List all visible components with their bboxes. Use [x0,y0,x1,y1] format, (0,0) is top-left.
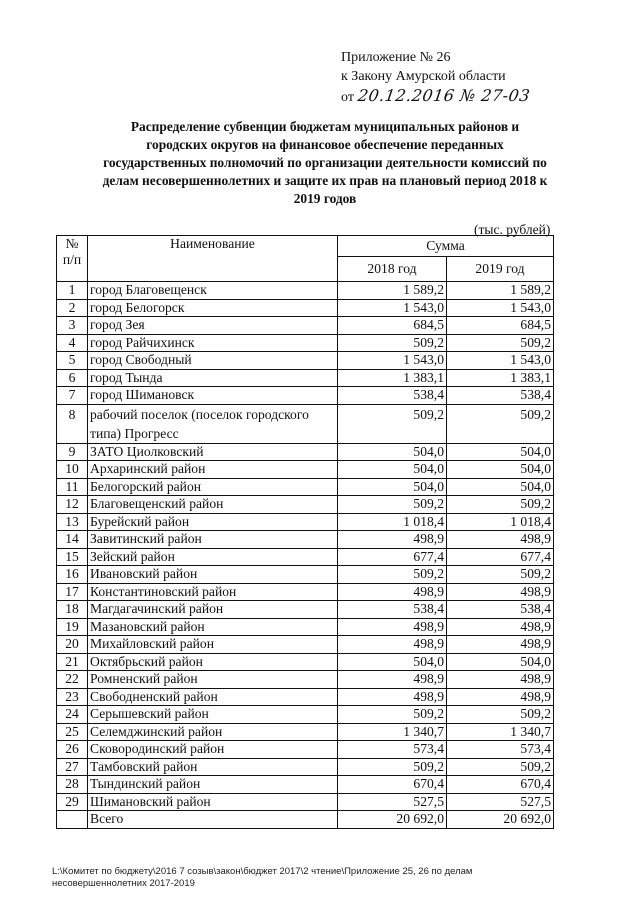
header-number: № п/п [57,236,88,282]
row-name: Тамбовский район [88,758,338,776]
row-name: Белогорский район [88,478,338,496]
table-row [57,618,554,636]
row-number: 10 [57,461,88,479]
row-number: 16 [57,566,88,584]
table-row [57,443,554,461]
row-name: Михайловский район [88,636,338,654]
row-number: 12 [57,496,88,514]
title-line: городских округов на финансовое обеспечение переданных [146,137,504,152]
row-name: город Зея [88,317,338,335]
table-row [57,548,554,566]
document-title [70,118,580,208]
row-number: 29 [57,793,88,811]
row-name: Тындинский район [88,776,338,794]
row-number: 13 [57,513,88,531]
row-number: 5 [57,352,88,370]
row-name: город Тында [88,369,338,387]
row-number: 1 [57,282,88,300]
row-name: ЗАТО Циолковский [88,443,338,461]
header-year-2018: 2018 год [338,257,447,282]
table-row [57,404,554,443]
row-value-2018: 498,9 [338,583,447,601]
row-value-2018: 504,0 [338,653,447,671]
row-value-2019: 504,0 [447,478,554,496]
row-name: Шимановский район [88,793,338,811]
row-value-2018: 538,4 [338,601,447,619]
row-value-2019: 1 589,2 [447,282,554,300]
table-row [57,688,554,706]
row-value-2019: 498,9 [447,636,554,654]
appendix-block [341,48,530,107]
row-value-2019: 509,2 [447,566,554,584]
row-name: Бурейский район [88,513,338,531]
table-row [57,352,554,370]
row-name: город Свободный [88,352,338,370]
table-row [57,741,554,759]
row-value-2018: 1 543,0 [338,299,447,317]
row-name: Ивановский район [88,566,338,584]
row-name: Зейский район [88,548,338,566]
table-row [57,653,554,671]
row-number: 4 [57,334,88,352]
table-row [57,776,554,794]
header-year-2019: 2019 год [447,257,554,282]
row-number: 17 [57,583,88,601]
row-value-2019: 509,2 [447,758,554,776]
table-row [57,723,554,741]
row-number: 19 [57,618,88,636]
row-value-2019: 670,4 [447,776,554,794]
row-value-2019: 498,9 [447,671,554,689]
title-line: делам несовершеннолетних и защите их прав на плановый период 2018 к [102,173,548,188]
row-value-2018: 1 543,0 [338,352,447,370]
title-line: 2019 годов [293,191,357,206]
row-name: Сковородинский район [88,741,338,759]
row-value-2018: 509,2 [338,706,447,724]
row-number: 2 [57,299,88,317]
row-name: город Шимановск [88,387,338,405]
row-value-2019: 498,9 [447,583,554,601]
table-row [57,671,554,689]
row-value-2019: 1 383,1 [447,369,554,387]
units-label: (тыс. рублей) [474,222,551,237]
table-row [57,566,554,584]
row-value-2019: 573,4 [447,741,554,759]
row-name: Магдагачинский район [88,601,338,619]
total-number-cell [57,811,88,829]
row-number: 22 [57,671,88,689]
row-value-2018: 504,0 [338,478,447,496]
table-row [57,387,554,405]
table-row [57,793,554,811]
row-value-2018: 498,9 [338,531,447,549]
row-name: Селемджинский район [88,723,338,741]
row-name: Свободненский район [88,688,338,706]
row-value-2018: 573,4 [338,741,447,759]
table-row [57,513,554,531]
row-number: 15 [57,548,88,566]
row-number: 9 [57,443,88,461]
row-value-2018: 509,2 [338,404,447,443]
row-name: город Благовещенск [88,282,338,300]
row-name: Мазановский район [88,618,338,636]
table-row [57,299,554,317]
row-name: рабочий поселок (поселок городского типа) Прогресс [88,404,338,443]
table-row [57,334,554,352]
title-line: Распределение субвенции бюджетам муниципальных районов и [130,119,520,134]
total-label: Всего [88,811,338,829]
total-value-2019: 20 692,0 [447,811,554,829]
row-value-2018: 538,4 [338,387,447,405]
row-value-2019: 1 543,0 [447,352,554,370]
table-row [57,706,554,724]
appendix-date-prefix: от [341,90,354,105]
row-value-2018: 1 383,1 [338,369,447,387]
row-value-2019: 498,9 [447,618,554,636]
row-value-2018: 498,9 [338,688,447,706]
appendix-law: к Закону Амурской области [341,69,506,84]
row-name: Архаринский район [88,461,338,479]
row-number: 20 [57,636,88,654]
row-number: 3 [57,317,88,335]
row-value-2018: 498,9 [338,671,447,689]
table-body [57,282,554,829]
row-number: 11 [57,478,88,496]
row-value-2018: 684,5 [338,317,447,335]
subsidy-table [56,235,554,829]
row-value-2018: 1 589,2 [338,282,447,300]
row-name: Октябрьский район [88,653,338,671]
row-name: Благовещенский район [88,496,338,514]
row-number: 6 [57,369,88,387]
footer-line: несовершеннолетних 2017-2019 [52,878,195,889]
row-value-2019: 538,4 [447,387,554,405]
row-value-2018: 504,0 [338,461,447,479]
row-value-2019: 509,2 [447,496,554,514]
row-value-2019: 538,4 [447,601,554,619]
row-value-2018: 1 018,4 [338,513,447,531]
row-number: 26 [57,741,88,759]
table-row [57,282,554,300]
row-value-2019: 509,2 [447,334,554,352]
row-value-2018: 527,5 [338,793,447,811]
row-number: 8 [57,404,88,443]
table-total-row [57,811,554,829]
row-value-2019: 677,4 [447,548,554,566]
row-value-2018: 509,2 [338,334,447,352]
row-name: Ромненский район [88,671,338,689]
row-value-2019: 1 543,0 [447,299,554,317]
row-value-2018: 509,2 [338,566,447,584]
row-number: 25 [57,723,88,741]
row-value-2018: 670,4 [338,776,447,794]
footer-line: L:\Комитет по бюджету\2016 7 созыв\закон\бюджет 2017\2 чтение\Приложение 25, 26 по делам [52,866,473,877]
row-value-2019: 504,0 [447,653,554,671]
file-path-footer [52,866,472,890]
row-name: город Райчихинск [88,334,338,352]
row-value-2018: 509,2 [338,496,447,514]
row-number: 23 [57,688,88,706]
row-number: 27 [57,758,88,776]
row-value-2019: 684,5 [447,317,554,335]
row-number: 7 [57,387,88,405]
row-number: 28 [57,776,88,794]
table-row [57,496,554,514]
row-value-2019: 1 340,7 [447,723,554,741]
row-value-2019: 527,5 [447,793,554,811]
table-header-row [57,236,554,257]
row-value-2018: 498,9 [338,618,447,636]
title-line: государственных полномочий по организации деятельности комиссий по [103,155,547,170]
row-value-2019: 498,9 [447,688,554,706]
row-value-2018: 504,0 [338,443,447,461]
table-row [57,478,554,496]
table-row [57,636,554,654]
row-number: 18 [57,601,88,619]
appendix-number: Приложение № 26 [341,50,451,65]
handwritten-date: 20.12.2016 № 27-03 [356,86,532,105]
row-value-2019: 498,9 [447,531,554,549]
header-sum: Сумма [338,236,554,257]
table-row [57,531,554,549]
table-row [57,758,554,776]
row-value-2018: 509,2 [338,758,447,776]
row-name: город Белогорск [88,299,338,317]
row-number: 24 [57,706,88,724]
row-number: 21 [57,653,88,671]
row-value-2018: 498,9 [338,636,447,654]
row-value-2019: 1 018,4 [447,513,554,531]
row-number: 14 [57,531,88,549]
row-value-2019: 504,0 [447,461,554,479]
row-value-2018: 1 340,7 [338,723,447,741]
table-row [57,317,554,335]
row-value-2019: 509,2 [447,706,554,724]
table-row [57,583,554,601]
row-value-2018: 677,4 [338,548,447,566]
table-row [57,369,554,387]
table-row [57,461,554,479]
row-value-2019: 509,2 [447,404,554,443]
row-name: Серышевский район [88,706,338,724]
appendix-date-line [341,86,530,107]
row-value-2019: 504,0 [447,443,554,461]
row-name: Константиновский район [88,583,338,601]
row-name: Завитинский район [88,531,338,549]
table-row [57,601,554,619]
header-name: Наименование [88,236,338,282]
total-value-2018: 20 692,0 [338,811,447,829]
